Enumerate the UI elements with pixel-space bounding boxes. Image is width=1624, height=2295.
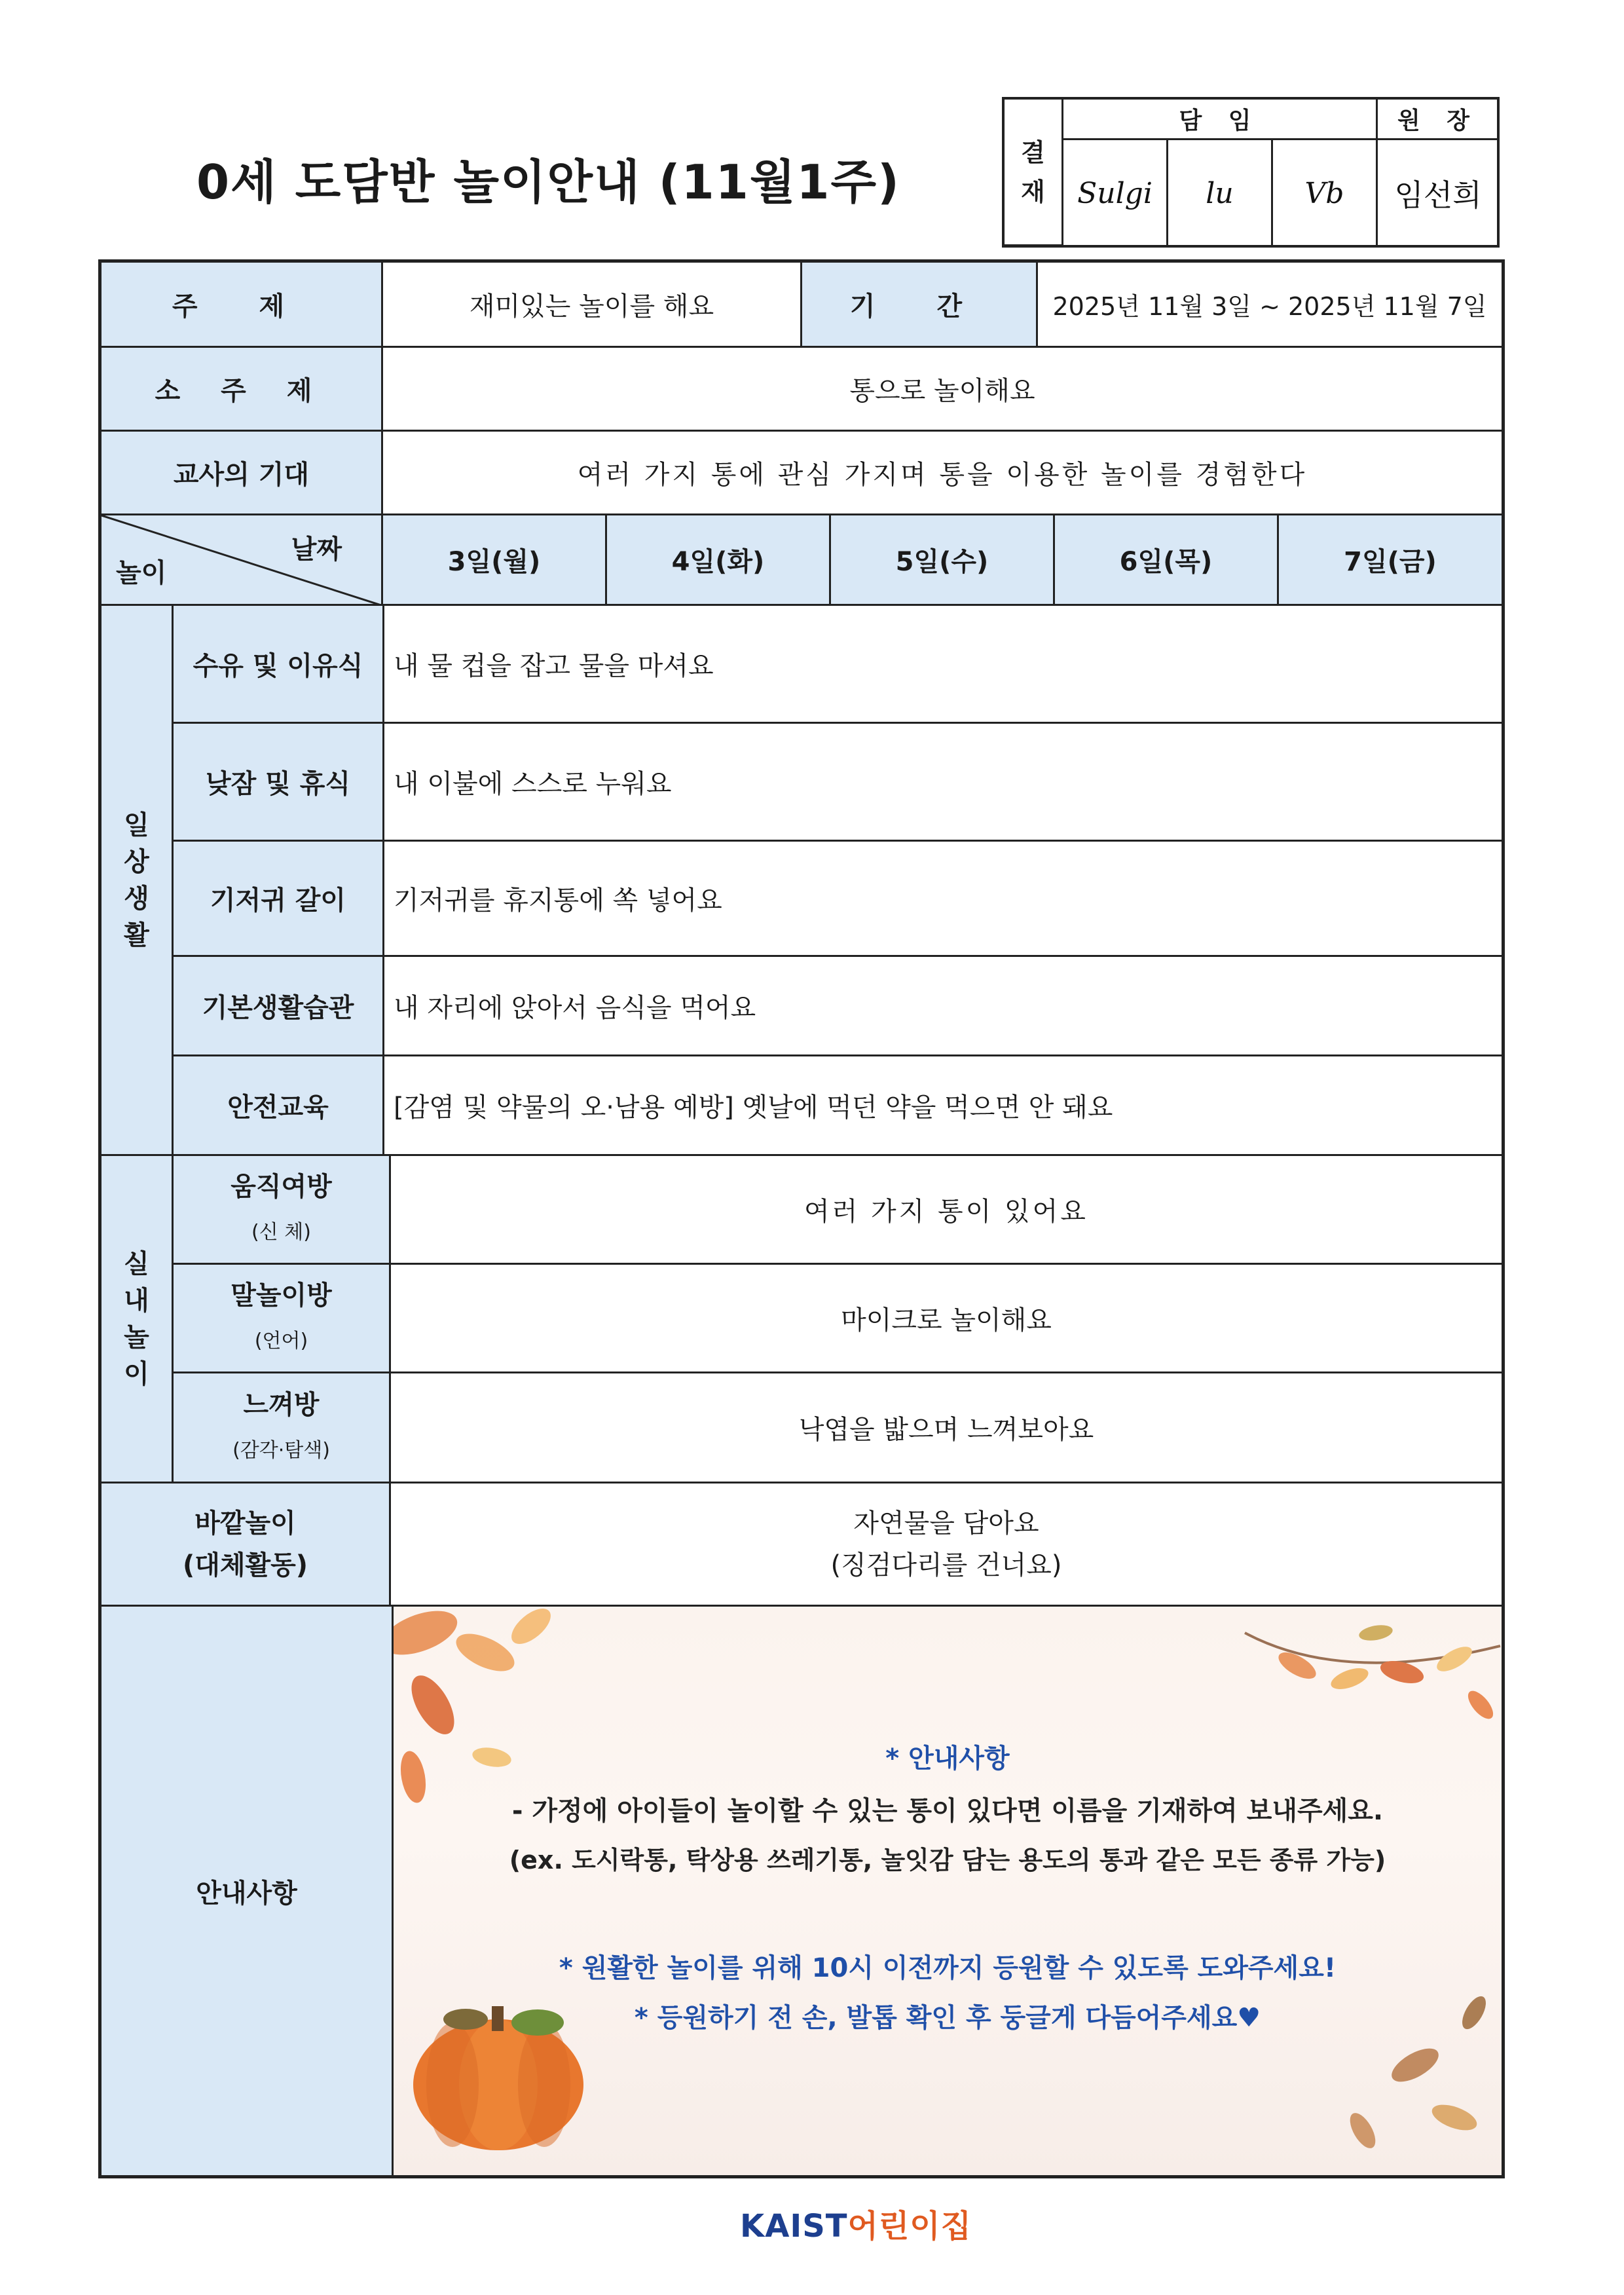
theme-value: 재미있는 놀이를 해요 bbox=[383, 263, 802, 348]
indoor-row-sub-language: (언어) bbox=[254, 1329, 308, 1353]
indoor-row-title-language: 말놀이방 bbox=[231, 1280, 332, 1311]
outdoor-play-subtitle: (대체활동) bbox=[182, 1550, 308, 1580]
daily-row-label-nap: 낮잠 및 휴식 bbox=[174, 724, 384, 842]
indoor-row-sub-movement: (신 체) bbox=[251, 1220, 311, 1244]
day-header-mon: 3일(월) bbox=[383, 515, 607, 606]
notice-line-arrival: * 원활한 놀이를 위해 10시 이전까지 등원할 수 있도록 도와주세요! bbox=[559, 1953, 1337, 1983]
play-plan-table bbox=[98, 259, 1505, 2178]
indoor-row-title-sensory: 느껴방 bbox=[243, 1389, 320, 1420]
notice-line-examples: (ex. 도시락통, 탁상용 쓰레기통, 놀잇감 담는 용도의 통과 같은 모든 종류 가능) bbox=[509, 1846, 1386, 1875]
homeroom-header: 담 임 bbox=[1063, 100, 1378, 140]
outdoor-play-value bbox=[391, 1483, 1502, 1607]
director-header: 원 장 bbox=[1378, 100, 1498, 140]
approval-box bbox=[1002, 97, 1500, 248]
notice-line-containers: - 가정에 아이들이 놀이할 수 있는 통이 있다면 이름을 기재하여 보내주세요. bbox=[511, 1796, 1384, 1826]
indoor-row-value-movement: 여러 가지 통이 있어요 bbox=[391, 1156, 1502, 1265]
day-header-wed: 5일(수) bbox=[831, 515, 1055, 606]
indoor-row-label-sensory bbox=[174, 1373, 391, 1483]
approval-label: 결 재 bbox=[1005, 100, 1063, 246]
day-header-thu: 6일(목) bbox=[1055, 515, 1279, 606]
outdoor-play-title: 바깥놀이 bbox=[194, 1508, 296, 1539]
indoor-play-group-label: 실 내 놀 이 bbox=[101, 1156, 174, 1483]
daily-row-value-feeding: 내 물 컵을 잡고 물을 마셔요 bbox=[384, 606, 1502, 724]
notice-line-nails: * 등원하기 전 손, 발톱 확인 후 둥글게 다듬어주세요♥ bbox=[634, 2003, 1261, 2033]
notice-label: 안내사항 bbox=[101, 1607, 394, 2175]
indoor-row-value-sensory: 낙엽을 밟으며 느껴보아요 bbox=[391, 1373, 1502, 1483]
page-title: 0세 도담반 놀이안내 (11월1주) bbox=[196, 155, 900, 210]
daily-life-group-label: 일 상 생 활 bbox=[101, 606, 174, 1156]
daily-row-label-safety: 안전교육 bbox=[174, 1056, 384, 1156]
date-play-header bbox=[101, 515, 383, 606]
day-header-tue: 4일(화) bbox=[607, 515, 831, 606]
daily-row-label-diaper: 기저귀 갈이 bbox=[174, 842, 384, 957]
kaist-daycare-logo bbox=[740, 2201, 972, 2246]
subtheme-label: 소 주 제 bbox=[101, 348, 383, 432]
subtheme-value: 통으로 놀이해요 bbox=[383, 348, 1502, 432]
date-label: 날짜 bbox=[291, 534, 342, 565]
play-label: 놀이 bbox=[116, 558, 167, 588]
daily-row-value-diaper: 기저귀를 휴지통에 쏙 넣어요 bbox=[384, 842, 1502, 957]
logo-daycare-text: 어린이집 bbox=[847, 2208, 972, 2245]
period-value: 2025년 11월 3일 ~ 2025년 11월 7일 bbox=[1038, 263, 1502, 348]
period-label: 기 간 bbox=[802, 263, 1038, 348]
outdoor-play-value-alt: (징검다리를 건너요) bbox=[830, 1550, 1062, 1580]
signature-director: 임선희 bbox=[1394, 177, 1482, 213]
notice-title: * 안내사항 bbox=[885, 1744, 1010, 1774]
indoor-row-title-movement: 움직여방 bbox=[231, 1171, 332, 1202]
theme-label: 주 제 bbox=[101, 263, 383, 348]
daily-row-value-nap: 내 이불에 스스로 누워요 bbox=[384, 724, 1502, 842]
indoor-row-label-language bbox=[174, 1265, 391, 1373]
signature-teacher-1: Sulgi bbox=[1063, 140, 1168, 246]
day-header-fri: 7일(금) bbox=[1279, 515, 1502, 606]
indoor-row-sub-sensory: (감각·탐색) bbox=[232, 1438, 330, 1462]
leaves-top-left-icon bbox=[394, 1607, 557, 1805]
indoor-row-value-language: 마이크로 놀이해요 bbox=[391, 1265, 1502, 1373]
daily-row-label-feeding: 수유 및 이유식 bbox=[174, 606, 384, 724]
leaves-top-right-icon bbox=[1245, 1623, 1500, 1723]
signature-teacher-3: Vb bbox=[1273, 140, 1378, 246]
daily-row-value-habits: 내 자리에 앉아서 음식을 먹어요 bbox=[384, 957, 1502, 1056]
expectation-value: 여러 가지 통에 관심 가지며 통을 이용한 놀이를 경험한다 bbox=[383, 432, 1502, 515]
daily-row-label-habits: 기본생활습관 bbox=[174, 957, 384, 1056]
signature-teacher-2: lu bbox=[1168, 140, 1273, 246]
notice-panel bbox=[394, 1607, 1502, 2175]
logo-kaist-text: KAIST bbox=[740, 2208, 848, 2245]
daily-row-value-safety: [감염 및 약물의 오·남용 예방] 옛날에 먹던 약을 먹으면 안 돼요 bbox=[384, 1056, 1502, 1156]
outdoor-play-value-main: 자연물을 담아요 bbox=[853, 1508, 1039, 1539]
autumn-decoration bbox=[394, 1607, 1502, 2175]
indoor-row-label-movement bbox=[174, 1156, 391, 1265]
expectation-label: 교사의 기대 bbox=[101, 432, 383, 515]
outdoor-play-label bbox=[101, 1483, 391, 1607]
